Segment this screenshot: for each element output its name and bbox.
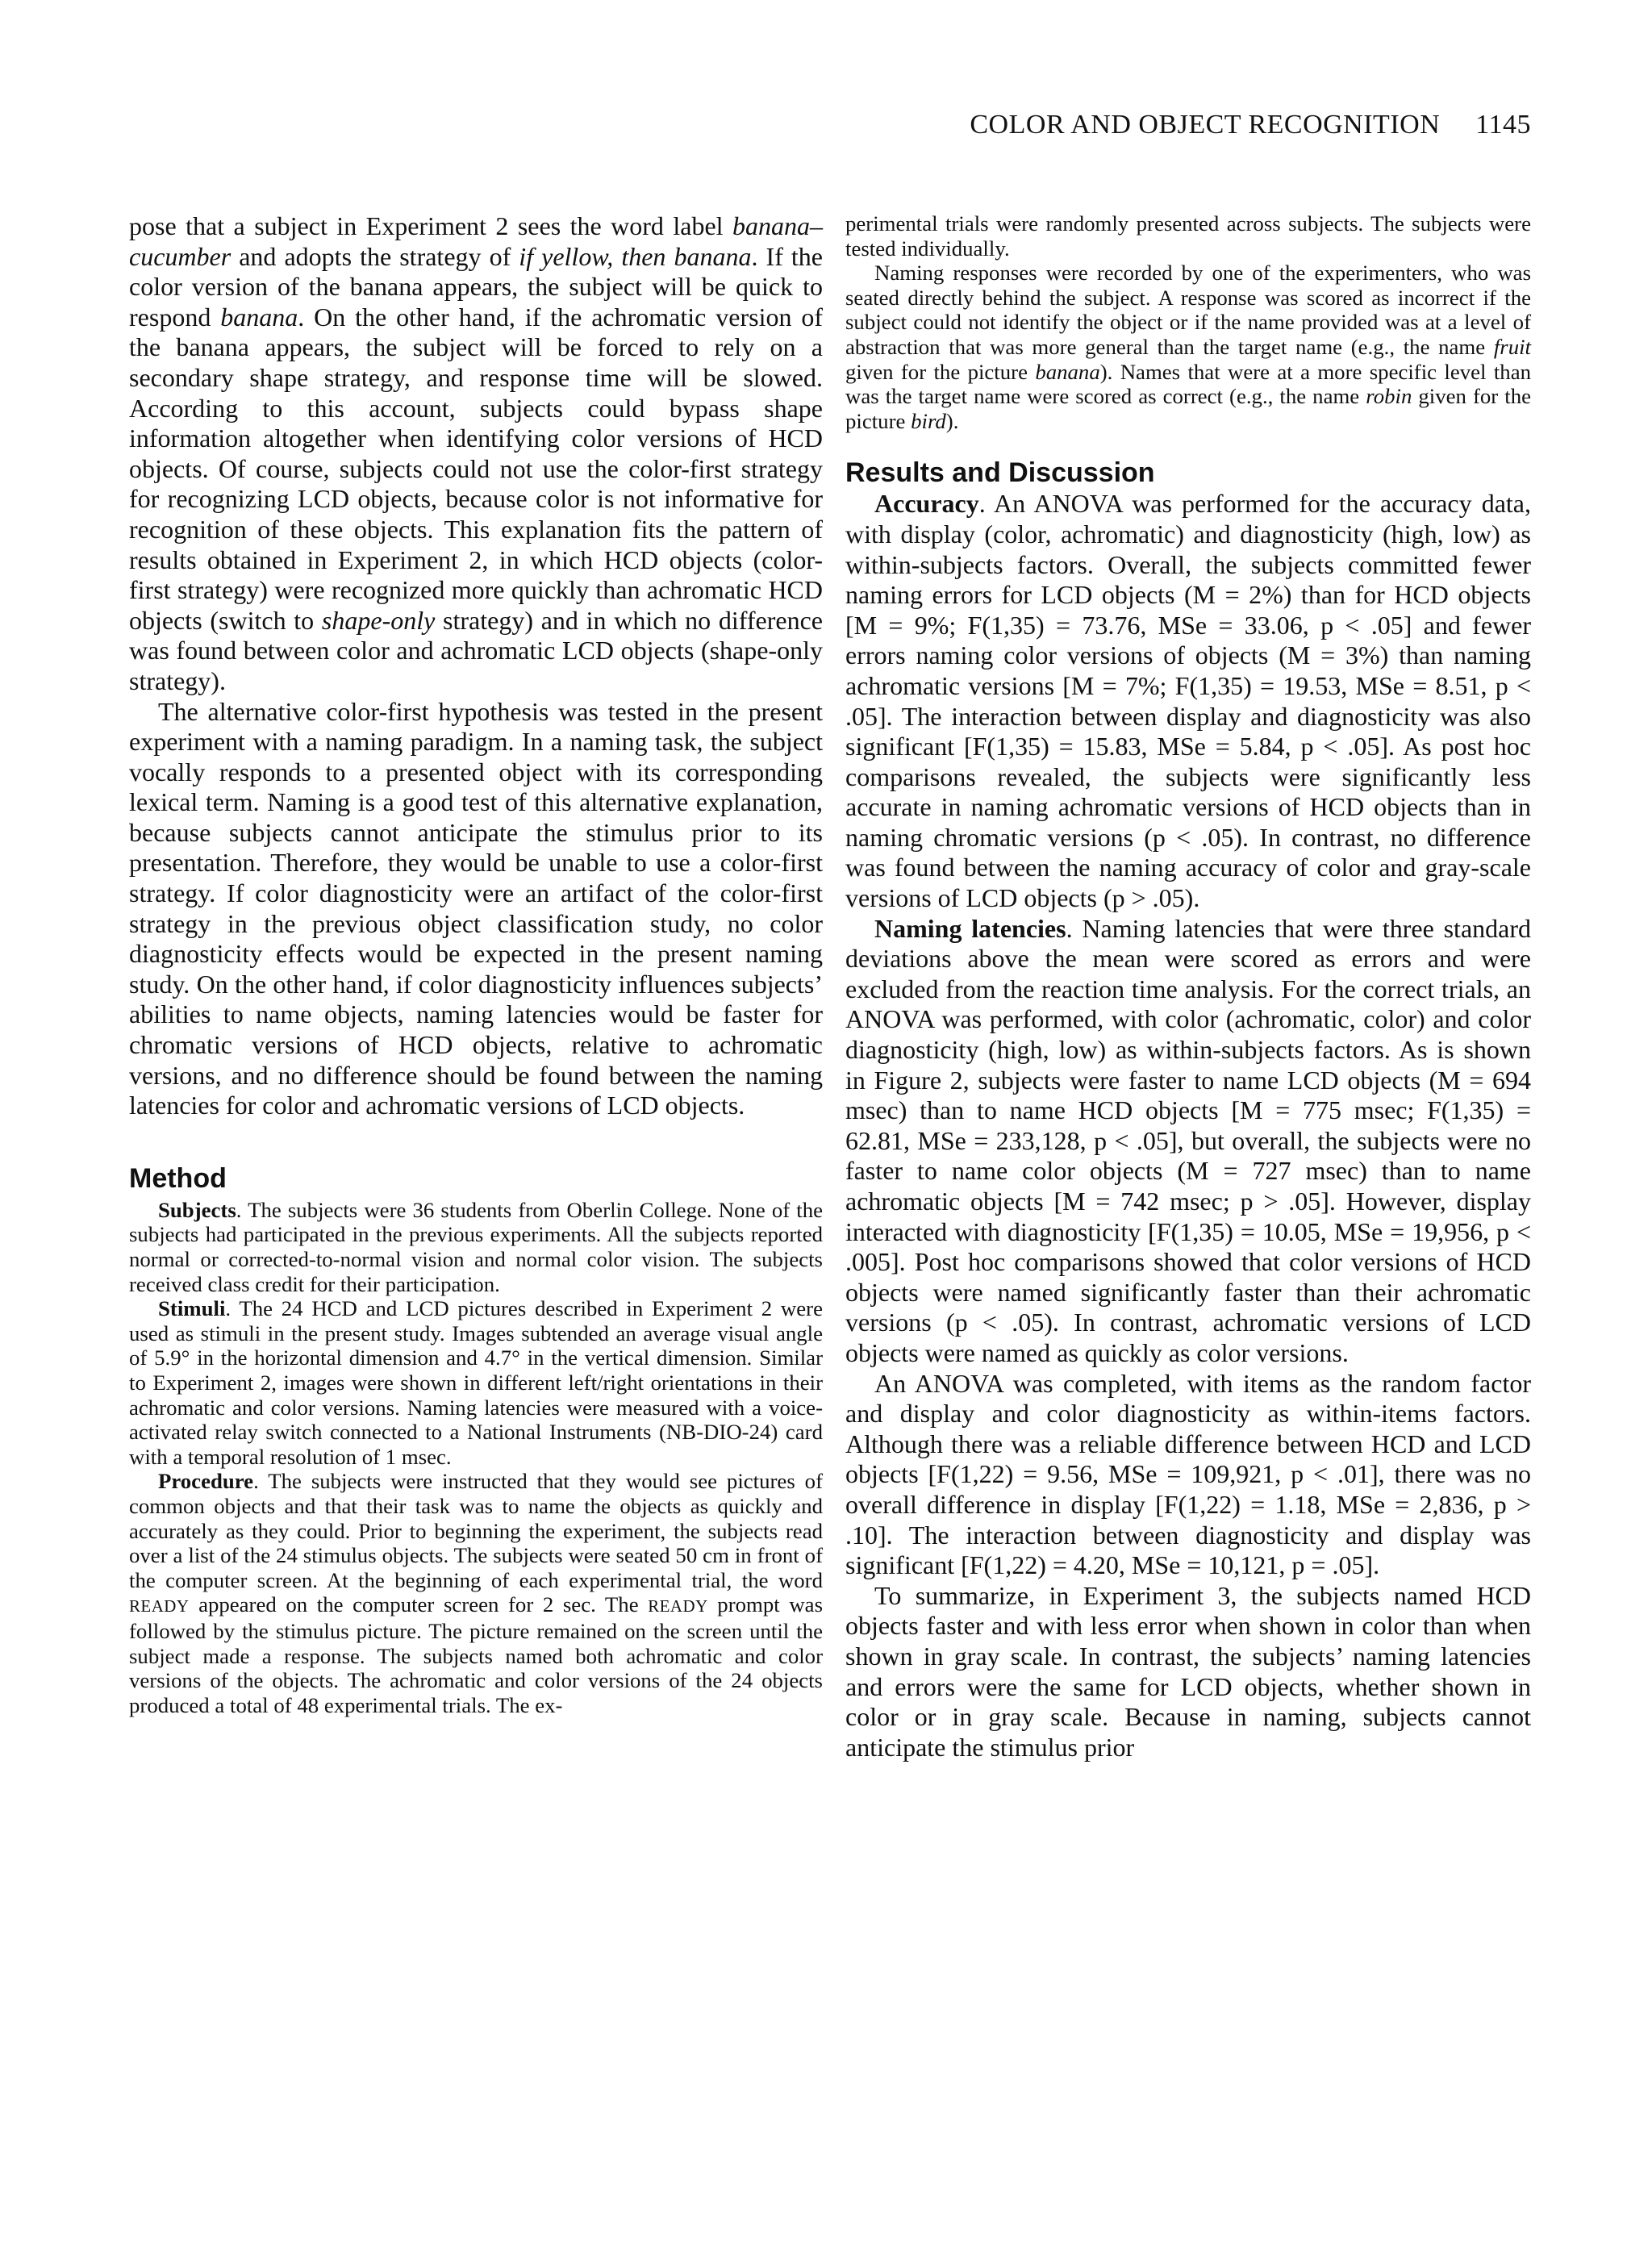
naming-responses-paragraph: Naming responses were recorded by one of the experimenters, who was seated directly behind the subject. A response was scored as incorrect if the subject could not identify the object or if the name provided was at a level of abstraction that was more general than the target name (e.g., the name fruit given for the picture banana). Names that were at a more specific level than was the target name were scored as correct (e.g., the name robin given for the picture bird). <box>845 261 1532 433</box>
subjects-paragraph: Subjects. The subjects were 36 students from Oberlin College. None of the subjects had participated in the previous experiments. All the subjects reported normal or corrected-to-normal vision and normal color vision. The subjects received class credit for their participation. <box>129 1197 823 1296</box>
stimuli-paragraph: Stimuli. The 24 HCD and LCD pictures described in Experiment 2 were used as stimuli in the present study. Images subtended an average visual angle of 5.9° in the horizontal dimension and 4.7° in the vertical dimension. Similar to Experiment 2, images were shown in different left/right orientations in their achromatic and color versions. Naming latencies were measured with a voice-activated relay switch connected to a National Instruments (NB-DIO-24) card with a temporal resolution of 1 msec. <box>129 1296 823 1469</box>
left-column <box>129 211 823 1717</box>
items-anova-paragraph: An ANOVA was completed, with items as the random factor and display and color diagnosticity as within-items factors. Although there was a reliable difference between HCD and LCD objects [F(1,22) = 9.56, MSe = 109,921, p < .01], there was no overall difference in display [F(1,22) = 1.18, MSe = 2,836, p > .10]. The interaction between diagnosticity and display was significant [F(1,22) = 4.20, MSe = 10,121, p = .05]. <box>845 1368 1531 1580</box>
paragraph-color-first-strategy: pose that a subject in Experiment 2 sees the word label banana–cucumber and adopts the strategy of if yellow, then banana. If the color version of the banana appears, the subject will be quick to respond banana. On the other hand, if the achromatic version of the banana appears, the subject will be forced to rely on a secondary shape strategy, and response time will be slowed. According to this account, subjects could bypass shape information altogether when identifying color versions of HCD objects. Of course, subjects could not use the color-first strategy for recognizing LCD objects, because color is not informative for recognition of these objects. This explanation fits the pattern of results obtained in Experiment 2, in which HCD objects (color-first strategy) were recognized more quickly than achromatic HCD objects (switch to shape-only strategy) and in which no difference was found between color and achromatic LCD objects (shape-only strategy). <box>129 211 824 695</box>
summary-paragraph: To summarize, in Experiment 3, the subjects named HCD objects faster and with less error when shown in color than when shown in gray scale. In contrast, the subjects’ naming latencies and errors were the same for LCD objects, whether shown in color or in gray scale. Because in naming, subjects cannot anticipate the stimulus prior <box>845 1580 1531 1762</box>
procedure-paragraph: Procedure. The subjects were instructed that they would see pictures of common objects and that their task was to name the objects as quickly and accurately as they could. Prior to beginning the experiment, the subjects read over a list of the 24 stimulus objects. The subjects were seated 50 cm in front of the computer screen. At the beginning of each experimental trial, the word READY appeared on the computer screen for 2 sec. The READY prompt was followed by the stimulus picture. The picture remained on the screen until the subject made a response. The subjects named both achromatic and color versions of the objects. The achromatic and color versions of the 24 objects produced a total of 48 experimental trials. The ex- <box>129 1469 823 1717</box>
procedure-continuation: perimental trials were randomly presented across subjects. The subjects were tested individually. <box>845 211 1531 261</box>
accuracy-paragraph: Accuracy. An ANOVA was performed for the accuracy data, with display (color, achromatic) and diagnosticity (high, low) as within-subjects factors. Overall, the subjects committed fewer naming errors for LCD objects (M = 2%) than for HCD objects [M = 9%; F(1,35) = 73.76, MSe = 33.06, p < .05] and fewer errors naming color versions of objects (M = 3%) than naming achromatic versions [M = 7%; F(1,35) = 19.53, MSe = 8.51, p < .05]. The interaction between display and diagnosticity was also significant [F(1,35) = 15.83, MSe = 5.84, p < .05]. As post hoc comparisons revealed, the subjects were significantly less accurate in naming achromatic versions of HCD objects than in naming chromatic versions (p < .05). In contrast, no difference was found between the naming accuracy of color and gray-scale versions of LCD objects (p > .05). <box>845 489 1531 913</box>
method-heading: Method <box>129 1162 227 1194</box>
paragraph-naming-paradigm: The alternative color-first hypothesis was tested in the present experiment with a naming paradigm. In a naming task, the subject vocally responds to a presented object with its corresponding lexical term. Naming is a good test of this alternative explanation, because subjects cannot anticipate the stimulus prior to its presentation. Therefore, they would be unable to use a color-first strategy. If color diagnosticity were an artifact of the color-first strategy in the previous object classification study, no color diagnosticity effects would be expected in the present naming study. On the other hand, if color diagnosticity influences subjects’ abilities to name objects, naming latencies would be faster for chromatic versions of HCD objects, relative to achromatic versions, and no difference should be found between the naming latencies for color and achromatic versions of LCD objects. <box>129 696 823 1120</box>
running-head <box>970 110 1531 140</box>
page-number: 1145 <box>1475 110 1531 140</box>
right-column <box>845 211 1531 1762</box>
naming-latencies-paragraph: Naming latencies. Naming latencies that were three standard deviations above the mean were scored as errors and were excluded from the reaction time analysis. For the correct trials, an ANOVA was performed, with color (achromatic, color) and color diagnosticity (high, low) as within-subjects factors. As is shown in Figure 2, subjects were faster to name LCD objects (M = 694 msec) than to name HCD objects [M = 775 msec; F(1,35) = 62.81, MSe = 233,128, p < .05], but overall, the subjects were no faster to name color objects (M = 727 msec) than to name achromatic objects [M = 742 msec; p > .05]. However, display interacted with diagnosticity [F(1,35) = 10.05, MSe = 19,956, p < .005]. Post hoc comparisons showed that color versions of HCD objects were named significantly faster than their achromatic versions (p < .05). In contrast, achromatic versions of LCD objects were named as quickly as color versions. <box>845 913 1532 1367</box>
running-title: COLOR AND OBJECT RECOGNITION <box>970 110 1441 140</box>
results-heading: Results and Discussion <box>845 457 1155 489</box>
